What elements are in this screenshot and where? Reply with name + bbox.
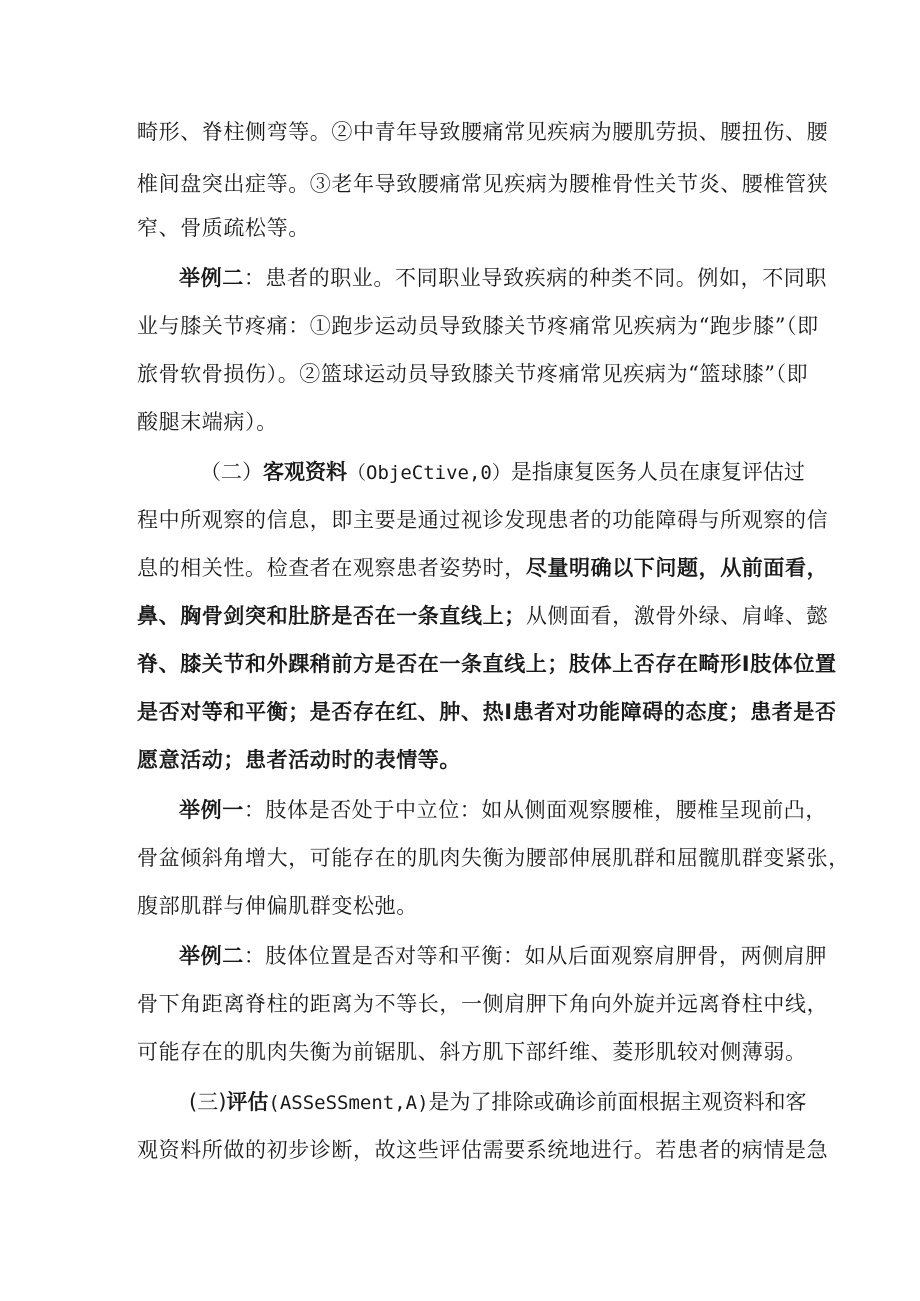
text-span: 酸腿末端病）。 — [137, 410, 278, 434]
text-span: 业与膝关节疼痛：①跑步运动员导致膝关节疼痛常见疾病为“跑步膝”（即 — [137, 314, 819, 338]
text-span: 窄、骨质疏松等。 — [137, 216, 310, 240]
paragraph-line — [137, 170, 829, 198]
text-span: 是为了排除或确诊前面根据主观资料和客 — [428, 1090, 807, 1114]
paragraph-line — [137, 214, 797, 242]
paragraph-line — [137, 312, 819, 340]
paragraph-line — [137, 990, 829, 1018]
paragraph-line — [137, 650, 837, 678]
text-span: 旅骨软骨损伤）。②篮球运动员导致膝关节疼痛常见疾病为“篮球膝”（即 — [137, 362, 809, 386]
paragraph-line — [137, 118, 829, 146]
paragraph-line — [137, 602, 829, 630]
section-heading: 评估 — [226, 1090, 269, 1114]
text-span: 骨下角距离脊柱的距离为不等长，一侧肩胛下角向外旋并远离脊柱中线， — [137, 992, 829, 1016]
section-number: （二） — [200, 460, 263, 484]
paragraph-line — [137, 408, 797, 436]
text-span: 椎间盘突出症等。③老年导致腰痛常见疾病为腰椎骨性关节炎、腰椎管狭 — [137, 172, 829, 196]
bold-text-span: 脊、膝关节和外踝稍前方是否在一条直线上；肢体上否存在畸形I肢体位置 — [137, 652, 837, 676]
bold-text-span: 是否对等和平衡；是否存在红、肿、热I患者对功能障碍的态度；患者是否 — [137, 700, 837, 724]
text-span: ：肢体位置是否对等和平衡：如从后面观察肩胛骨，两侧肩胛 — [243, 944, 828, 968]
section-heading: 客观资料 — [263, 460, 347, 484]
text-span: 是指康复医务人员在康复评估过 — [510, 460, 805, 484]
paragraph-line — [189, 1088, 849, 1117]
example-label: 举例二 — [179, 266, 244, 290]
bold-text-span: 尽量明确以下问题，从前面看， — [525, 556, 829, 580]
section-term: (ASSeSSment,A) — [268, 1092, 429, 1114]
paragraph-line — [179, 264, 839, 292]
text-span: 腹部肌群与伸偏肌群变松弛。 — [137, 894, 418, 918]
paragraph-line — [137, 506, 829, 534]
paragraph-line — [179, 796, 839, 824]
text-span: 程中所观察的信息，即主要是通过视诊发现患者的功能障碍与所观察的信 — [137, 508, 829, 532]
paragraph-line — [137, 1038, 807, 1066]
paragraph-line — [137, 698, 837, 726]
bold-text-span: 愿意活动；患者活动时的表情等。 — [137, 748, 461, 772]
paragraph-line — [137, 1136, 829, 1164]
paragraph-line — [137, 746, 797, 774]
paragraph-line — [137, 360, 809, 388]
example-label: 举例二 — [179, 944, 244, 968]
section-number: (三) — [189, 1090, 227, 1114]
bold-text-span: 鼻、胸骨剑突和肚脐是否在一条直线上； — [137, 604, 526, 628]
paragraph-line — [200, 458, 860, 487]
text-span: 从侧面看，激骨外绿、肩峰、懿 — [525, 604, 829, 628]
text-span: ：肢体是否处于中立位：如从侧面观察腰椎，腰椎呈现前凸， — [243, 798, 828, 822]
text-span: 骨盆倾斜角增大，可能存在的肌肉失衡为腰部伸展肌群和屈髋肌群变紧张， — [137, 846, 850, 870]
text-span: 息的相关性。检查者在观察患者姿势时， — [137, 556, 526, 580]
paragraph-line — [137, 844, 850, 872]
section-term: （ObjeCtive,0） — [347, 462, 511, 484]
example-label: 举例一 — [179, 798, 244, 822]
text-span: 观资料所做的初步诊断，故这些评估需要系统地进行。若患者的病情是急 — [137, 1138, 829, 1162]
text-span: ：患者的职业。不同职业导致疾病的种类不同。例如，不同职 — [243, 266, 828, 290]
paragraph-line — [137, 554, 829, 582]
paragraph-line — [179, 942, 839, 970]
text-span: 可能存在的肌肉失衡为前锯肌、斜方肌下部纤维、菱形肌较对侧薄弱。 — [137, 1040, 807, 1064]
paragraph-line — [137, 892, 797, 920]
text-span: 畸形、脊柱侧弯等。②中青年导致腰痛常见疾病为腰肌劳损、腰扭伤、腰 — [137, 120, 829, 144]
